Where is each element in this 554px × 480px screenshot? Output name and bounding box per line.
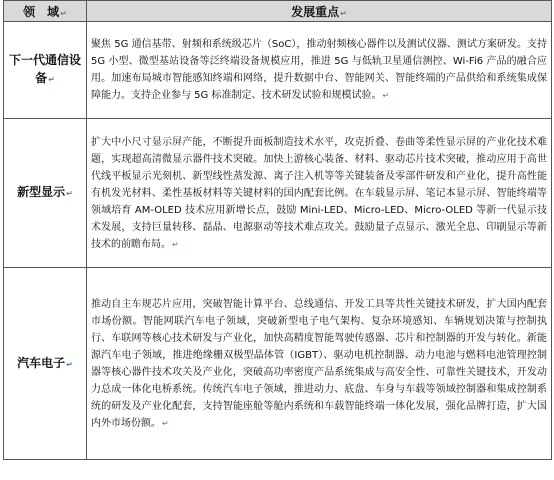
row-field-cell bbox=[4, 22, 87, 119]
paragraph-mark-icon: ↵ bbox=[382, 91, 390, 100]
header-focus-label: 发展重点 bbox=[291, 4, 340, 19]
row-field-label: 下一代通信设备 bbox=[8, 53, 81, 85]
paragraph-mark-icon: ↵ bbox=[66, 359, 73, 369]
row-field-label: 汽车电子 bbox=[17, 355, 66, 370]
row-focus-cell bbox=[87, 22, 552, 119]
table-row bbox=[4, 119, 552, 268]
row-focus-cell bbox=[87, 268, 552, 460]
table-header-row bbox=[4, 1, 552, 22]
row-focus-text: 扩大中小尺寸显示屏产能，不断提升面板制造技术水平，攻克折叠、卷曲等柔性显示屏的产业化技术难题，实现超高清微显示器件技术突破。加快上游核心装备、材料、驱动芯片技术突破，推动应用于高世代线平板显示光刻机、新型线性蒸发源、离子注入机等等关键装备及零部件研发和产业化，提升高性能有机发光材料、柔性基板材料等关键材料的国内配套比例。在车载显示屏、笔记本显示屏、智能终端等领域培育 AM-OLED 技术应用新增长点，鼓励 Mini-LED、Micro-LED、Micro-OLED 等新一代显示技术发展，支持巨量转移、磊晶、电源驱动等技术难点攻关。鼓励量子点显示、激光全息、印刷显示等新技术的前瞻布局。 bbox=[91, 136, 547, 250]
paragraph-mark-icon: ↵ bbox=[172, 239, 179, 249]
header-field-label: 领 域 bbox=[23, 4, 60, 19]
row-field-label: 新型显示 bbox=[17, 185, 66, 199]
table-row bbox=[4, 268, 552, 460]
paragraph-mark-icon: ↵ bbox=[48, 75, 55, 84]
paragraph-mark-icon: ↵ bbox=[66, 189, 73, 198]
row-field-cell bbox=[4, 119, 87, 268]
development-focus-table bbox=[3, 0, 552, 460]
table-row bbox=[4, 22, 552, 119]
paragraph-mark-icon: ↵ bbox=[60, 8, 67, 18]
row-focus-cell bbox=[87, 119, 552, 268]
paragraph-mark-icon: ↵ bbox=[162, 418, 169, 428]
header-focus bbox=[87, 1, 552, 22]
row-field-cell bbox=[4, 268, 87, 460]
row-focus-text: 聚焦 5G 通信基带、射频和系统级芯片（SoC），推动射频核心器件以及测试仪器、测试方案研发。支持 5G 小型、微型基站设备等泛终端设备规模应用，推进 5G 与低轨卫星通信测控、Wi-Fi6 产品的融合应用。加速布局城市智能感知终端和网络，提升数据中台、智能网关、智能终端的产品供给和系统集成保障能力。支持企业参与 5G 标准制定、技术研发试验和规模试验。 bbox=[91, 39, 547, 101]
header-field bbox=[4, 1, 87, 22]
row-focus-text: 推动自主车规芯片应用，突破智能计算平台、总线通信、开发工具等共性关键技术研发，扩大国内配套市场份额。智能网联汽车电子领域，突破新型电子电气架构、复杂环境感知、车辆规划决策与控制执行、车联网等核心技术研发与产业化，加快高精度智能驾驶传感器、芯片和控制器的开发与转化。新能源汽车电子领域，推进绝缘栅双极型晶体管（IGBT）、驱动电机控制器、动力电池与燃料电池管理控制器等核心器件技术攻关及产业化，突破高功率密度产品系统集成与高安全性、可靠性关键技术，开发动力总成一体化电桥系统。传统汽车电子领域，推进动力、底盘、车身与车载等领域控制器和集成控制系统的研发及产业化配套，支持智能座舱等舱内系统和车载智能终端一体化发展，强化品牌打造，扩大国内外市场份额。 bbox=[91, 298, 547, 429]
paragraph-mark-icon: ↵ bbox=[340, 8, 347, 18]
